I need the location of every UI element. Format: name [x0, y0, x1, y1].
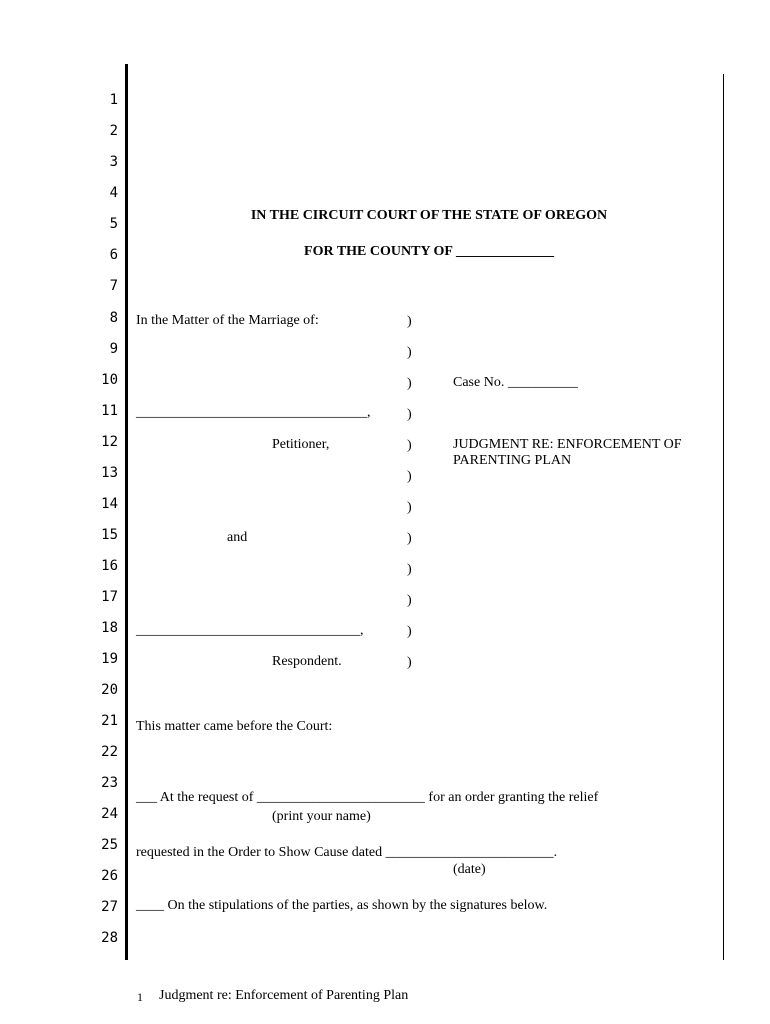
county-heading: FOR THE COUNTY OF ______________	[304, 244, 554, 259]
request-line: ___ At the request of ________________________ for an order granting the relief	[136, 790, 599, 805]
intro-text: This matter came before the Court:	[136, 719, 333, 734]
line-number: 1	[109, 92, 118, 108]
line-number: 8	[109, 310, 118, 326]
footer-page-number: 1	[137, 990, 143, 1004]
line-number: 27	[101, 899, 118, 915]
petitioner-label: Petitioner,	[272, 437, 330, 452]
petitioner-name-blank: _________________________________,	[136, 405, 371, 420]
right-margin-rule	[723, 74, 724, 960]
line-number: 5	[109, 216, 118, 232]
caption-paren: )	[407, 376, 412, 391]
line-number: 2	[109, 123, 118, 139]
stipulation-line: ____ On the stipulations of the parties, as shown by the signatures below.	[136, 898, 548, 913]
caption-paren: )	[407, 624, 412, 639]
document-title-line2: PARENTING PLAN	[453, 453, 572, 468]
caption-paren: )	[407, 438, 412, 453]
line-number: 28	[101, 930, 118, 946]
caption-paren: )	[407, 314, 412, 329]
document-title-line1: JUDGMENT RE: ENFORCEMENT OF	[453, 437, 682, 452]
order-to-show-cause-line: requested in the Order to Show Cause dated ________________________.	[136, 845, 558, 860]
case-number: Case No. __________	[453, 375, 578, 390]
line-number: 17	[101, 589, 118, 605]
respondent-name-blank: ________________________________,	[136, 623, 364, 638]
line-number: 14	[101, 496, 118, 512]
and-label: and	[227, 530, 248, 545]
matter-label: In the Matter of the Marriage of:	[136, 313, 319, 328]
respondent-label: Respondent.	[272, 654, 342, 669]
caption-paren: )	[407, 593, 412, 608]
line-number: 16	[101, 558, 118, 574]
line-number: 23	[101, 775, 118, 791]
caption-paren: )	[407, 407, 412, 422]
left-margin-rule	[125, 64, 128, 960]
caption-paren: )	[407, 562, 412, 577]
caption-paren: )	[407, 345, 412, 360]
caption-paren: )	[407, 500, 412, 515]
line-number: 12	[101, 434, 118, 450]
line-number: 18	[101, 620, 118, 636]
court-heading: IN THE CIRCUIT COURT OF THE STATE OF OREGON	[250, 208, 608, 223]
line-number: 9	[109, 341, 118, 357]
line-number: 4	[109, 185, 118, 201]
line-number: 26	[101, 868, 118, 884]
caption-paren: )	[407, 469, 412, 484]
line-number: 21	[101, 713, 118, 729]
date-label: (date)	[453, 862, 486, 877]
line-number: 10	[101, 372, 118, 388]
caption-paren: )	[407, 655, 412, 670]
line-number: 7	[109, 278, 118, 294]
line-number: 3	[109, 154, 118, 170]
line-number: 25	[101, 837, 118, 853]
line-number: 11	[101, 403, 118, 419]
line-number: 20	[101, 682, 118, 698]
line-number: 6	[109, 247, 118, 263]
line-number: 22	[101, 744, 118, 760]
line-number: 15	[101, 527, 118, 543]
caption-paren: )	[407, 531, 412, 546]
line-number: 24	[101, 806, 118, 822]
line-number: 19	[101, 651, 118, 667]
print-name-label: (print your name)	[272, 809, 371, 824]
footer-title: Judgment re: Enforcement of Parenting Plan	[159, 988, 409, 1003]
line-number: 13	[101, 465, 118, 481]
